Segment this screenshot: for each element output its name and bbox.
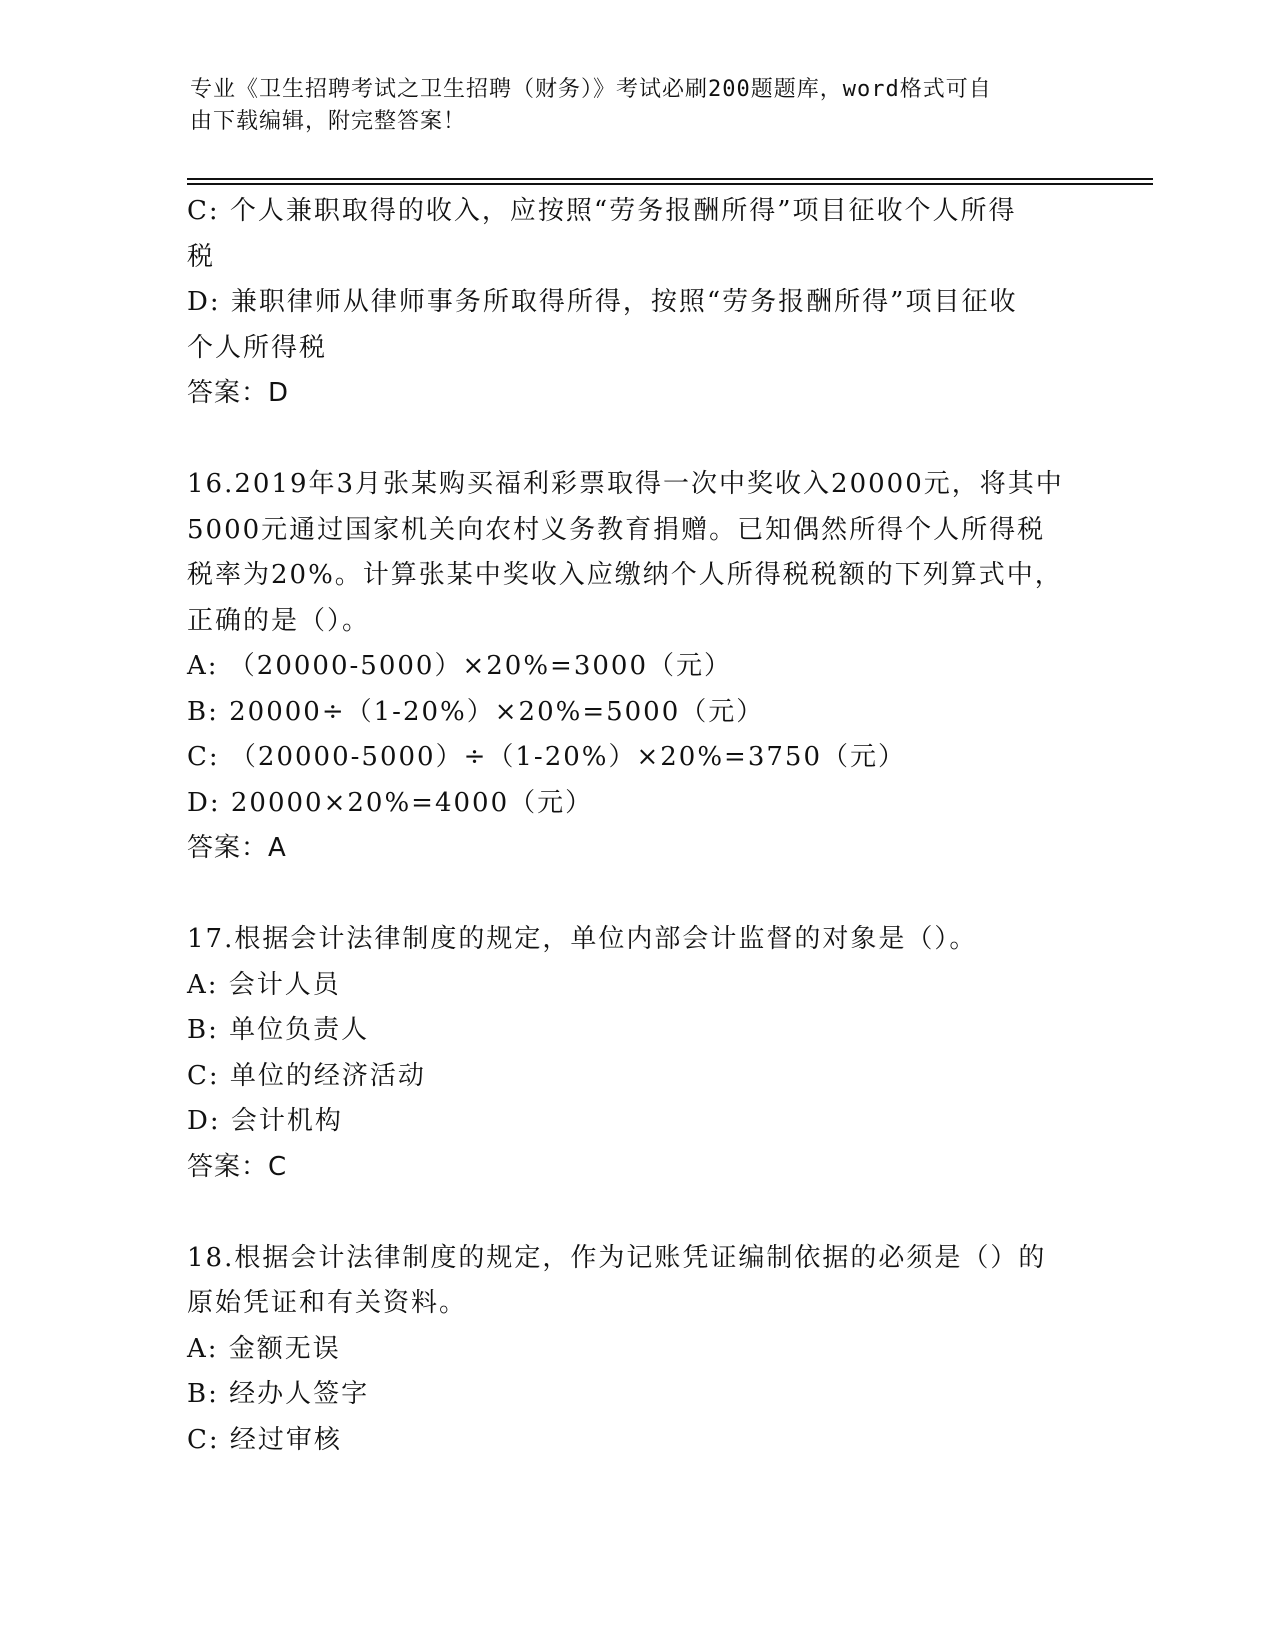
option-d-continued: 个人所得税 <box>187 332 328 363</box>
option-b: B: 经办人签字 <box>187 1379 370 1409</box>
header-divider-top <box>187 178 1153 180</box>
question-text-line: 16.2019年3月张某购买福利彩票取得一次中奖收入20000元，将其中 <box>187 469 1064 499</box>
option-a: A: （20000-5000）×20%=3000（元） <box>187 651 732 681</box>
prev-question <box>187 189 1087 417</box>
option-a: A: 会计人员 <box>187 969 341 1000</box>
answer-line: 答案：C <box>187 1151 288 1182</box>
option-d: D: 20000×20%=4000（元） <box>187 787 594 818</box>
option-a: A: 金额无误 <box>187 1333 341 1364</box>
header-divider-bottom <box>187 183 1153 185</box>
answer-line: 答案：D <box>187 378 290 408</box>
question-18 <box>187 1236 1087 1464</box>
question-17 <box>187 917 1087 1190</box>
option-d: D: 兼职律师从律师事务所取得所得，按照“劳务报酬所得”项目征收 <box>187 287 1018 317</box>
question-text-line: 5000元通过国家机关向农村义务教育捐赠。已知偶然所得个人所得税 <box>187 514 1046 545</box>
question-text-line: 原始凭证和有关资料。 <box>187 1288 468 1318</box>
question-text-line: 17.根据会计法律制度的规定，单位内部会计监督的对象是（）。 <box>187 924 978 954</box>
question-16 <box>187 462 1087 872</box>
option-c: C: 经过审核 <box>187 1424 342 1455</box>
question-text-line: 正确的是（）。 <box>187 605 371 636</box>
option-d: D: 会计机构 <box>187 1106 343 1136</box>
header-line-1: 专业《卫生招聘考试之卫生招聘（财务）》考试必刷200题题库，word格式可自 <box>190 77 992 102</box>
option-c: C: 单位的经济活动 <box>187 1060 426 1091</box>
option-c-continued: 税 <box>187 241 216 272</box>
option-b: B: 20000÷（1-20%）×20%=5000（元） <box>187 696 765 727</box>
header-line-2: 由下载编辑，附完整答案！ <box>190 109 467 134</box>
question-text-line: 税率为20%。计算张某中奖收入应缴纳个人所得税税额的下列算式中， <box>187 560 1063 590</box>
question-content <box>187 189 1087 1463</box>
document-header <box>190 74 1090 138</box>
question-text-line: 18.根据会计法律制度的规定，作为记账凭证编制依据的必须是（）的 <box>187 1242 1047 1273</box>
option-b: B: 单位负责人 <box>187 1015 370 1045</box>
answer-line: 答案：A <box>187 833 287 863</box>
option-c: C: 个人兼职取得的收入，应按照“劳务报酬所得”项目征收个人所得 <box>187 196 1017 226</box>
option-c: C: （20000-5000）÷（1-20%）×20%=3750（元） <box>187 742 907 772</box>
